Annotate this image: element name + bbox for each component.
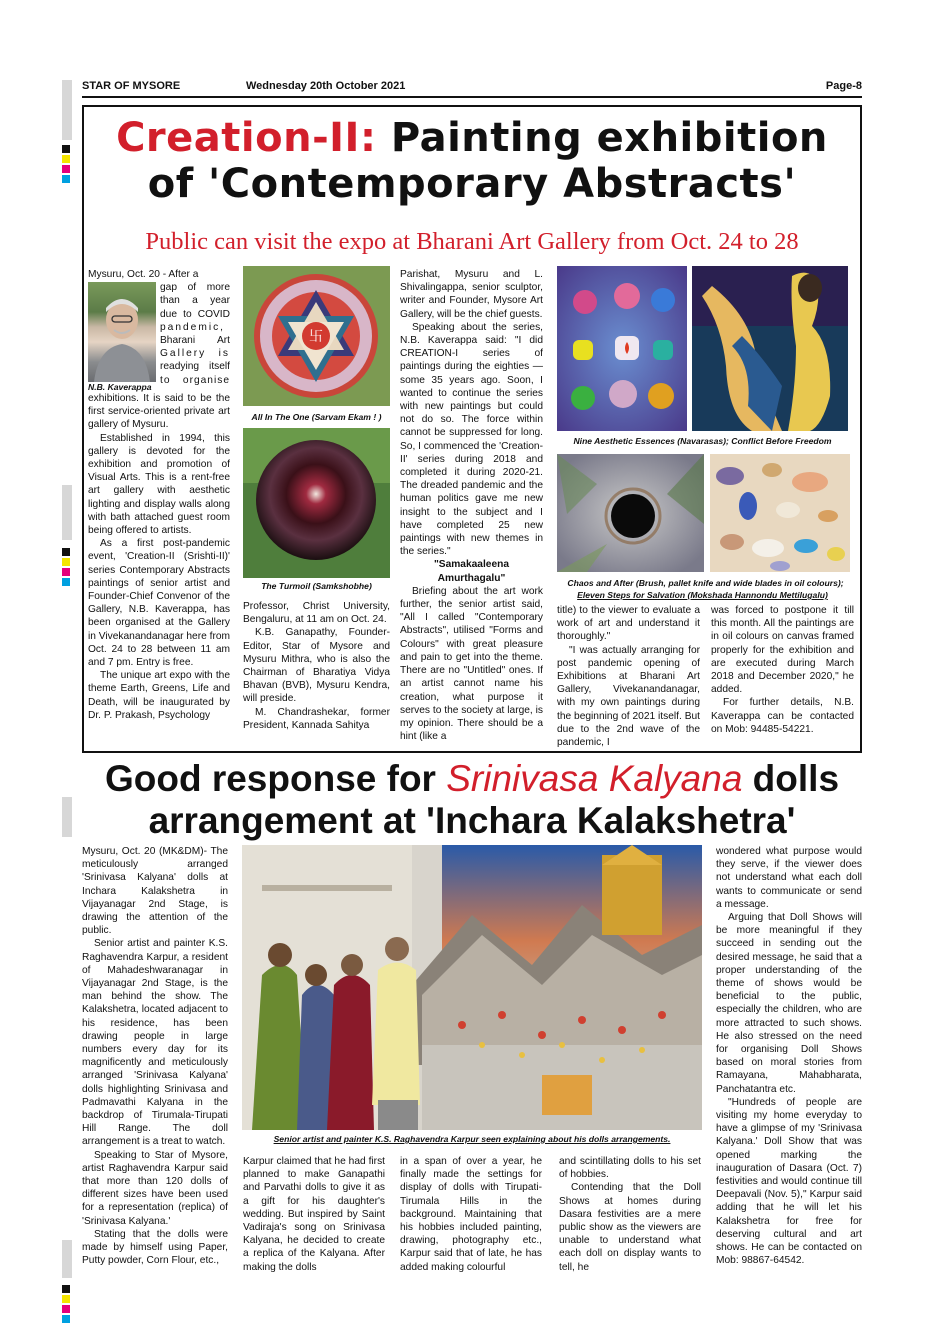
painting-eleven-steps: [710, 454, 850, 572]
a1-col1-line2: than a year: [160, 295, 230, 307]
dolls-photo-art: [242, 845, 702, 1130]
a2-col4: [559, 1155, 701, 1274]
a1-col1-p0: exhibitions. It is said to be the first service-oriented private art gallery of Mysuru.: [88, 393, 230, 431]
registration-mark-magenta-3: [62, 1305, 70, 1313]
painting-chaos-art: [557, 454, 704, 572]
a1-col2-p0: Professor, Christ University, Bengaluru, at 11 am on Oct. 24.: [243, 601, 390, 626]
a1-col2: [243, 600, 390, 732]
a1-col3-p1: Speaking about the series, N.B. Kaverappa said: "I did CREATION-I series of paintings during the eighties — some 35 years ago. Soon, I wanted to continue the series with new paintings but could not do so. The force within cannot be suppressed for long. So, I commenced the 'Creation-II' series during 2018 and completed it during 2020-21. The dreaded pandemic and the human politics gave me new insight to the subject and I have completed 25 new paintings with new themes in the series.": [400, 321, 543, 558]
painting-navarasas: [557, 266, 687, 431]
a1-col4-p1: "I was actually arranging for post pandemic opening of Exhibitions at Bharani Art Gallery, Vivekanandanagar, with my own paintings during the beginning of 2021 itself. But due to the 2nd wave of the pandemic, I: [557, 644, 700, 749]
a2-col5-p1: Arguing that Doll Shows will be more meaningful if they succeed in sending out the desired message, he said that a proper understanding of the theme of shows would be beneficial to the public, especially the children, who are more attracted to such shows. He also stressed on the need for organising Doll Shows based on moral stories from Ramayana, Mahabharata, Panchatantra etc.: [716, 912, 862, 1095]
painting-turmoil: [243, 428, 390, 578]
portrait-photo: [88, 282, 156, 382]
page-number: Page-8: [825, 80, 862, 92]
portrait-caption: N.B. Kaverappa: [88, 382, 152, 392]
headline2-b: dolls: [742, 758, 840, 799]
registration-bar-mid: [62, 485, 72, 540]
registration-mark-black-3: [62, 1285, 70, 1293]
a1-col1-line7: readying itself: [160, 361, 230, 373]
article-2-headline: [82, 758, 862, 842]
painting-mandala: [243, 266, 390, 406]
a1-col1-line3: due to COVID: [160, 308, 230, 320]
registration-bar-low: [62, 797, 72, 837]
a1-col5-p1: For further details, N.B. Kaverappa can be contacted on Mob: 94485-54221.: [711, 697, 854, 735]
headline2-a: Good response for: [104, 758, 447, 799]
article-1-subhead: Public can visit the expo at Bharani Art Gallery from Oct. 24 to 28: [145, 228, 799, 255]
painting-chaos: [557, 454, 704, 572]
a1-col1: [88, 392, 230, 722]
portrait-figure: [88, 282, 156, 382]
registration-mark-yellow-3: [62, 1295, 70, 1303]
registration-mark-magenta: [62, 165, 70, 173]
headline-red: Creation-II:: [116, 115, 377, 161]
registration-mark-yellow-2: [62, 558, 70, 566]
a2-col2: [243, 1155, 385, 1274]
a2-col1-p3: Stating that the dolls were made by himself using Paper, Putty powder, Corn Flour, etc.,: [82, 1228, 228, 1267]
a1-col1-firstline: [88, 268, 230, 281]
a1-col3-p0: Parishat, Mysuru and L. Shivalingappa, senior sculptor, writer and Founder, Mysore Art Gallery, will be the chief guests.: [400, 269, 543, 320]
a1-col1-line4: pandemic,: [160, 321, 226, 333]
a2-col1: [82, 845, 228, 1268]
registration-mark-black: [62, 145, 70, 153]
registration-mark-cyan-3: [62, 1315, 70, 1323]
a1-col4-p0: title) to the viewer to evaluate a work of art and understand it thoroughly.": [557, 605, 700, 643]
registration-mark-black-2: [62, 548, 70, 556]
masthead: [82, 80, 862, 96]
a1-col3-subhead: "Samakaaleena Amurthagalu": [433, 559, 510, 584]
dolls-photo-caption: Senior artist and painter K.S. Raghavendra Karpur seen explaining about his dolls arrangements.: [273, 1134, 671, 1144]
a1-col1-p2: As a first post-pandemic event, 'Creation-II (Srishti-II)' series Contemporary Abstracts paintings of senior artist and Founder-Chief Convenor of the Gallery, N.B. Kaverappa, has been organised at the Gallery in Vivekanandanagar here from Oct. 24 to 28 between 11 am and 7 pm. Entry is free.: [88, 538, 230, 669]
a1-col2-p1: K.B. Ganapathy, Founder-Editor, Star of Mysore and Mysuru Mithra, who is also the Chairman of Bharatiya Vidya Bhavan (BVB), Mysuru Kendra, will preside.: [243, 627, 390, 705]
a1-col1-p3: The unique art expo with the theme Earth, Greens, Life and Death, will be inaugurated by Dr. P. Prakash, Psychology: [88, 670, 230, 721]
a1-col1-line0: Mysuru, Oct. 20 - After a: [88, 269, 199, 280]
a1-col1-wrapped: [160, 281, 230, 387]
a1-col3-p2: Briefing about the art work further, the senior artist said, "All I called "Contemporary Abstracts", utilised "Forms and Colours" with great pleasure and pain to get into the theme. There are no "Untitled" ones. If an artist cannot name his creation, what purpose it serves to the society at large, is my opinion. There should be a hint (like a: [400, 585, 543, 743]
a2-col1-p2: Speaking to Star of Mysore, artist Raghavendra Karpur said that more than 120 dolls of different sizes have been used for a representation (replica) of 'Srinivasa Kalyana.': [82, 1149, 228, 1227]
a1-col5: [711, 604, 854, 736]
registration-bar-bottom: [62, 1240, 72, 1278]
a2-col1-p1: Senior artist and painter K.S. Raghavendra Karpur, a resident of Mahadeshwaranagar in Vijayanagar 2nd Stage, is the man behind the show. The Kalakshetra, located adjacent to his residence, has been drawing people in large numbers every day for its magnificently and meticulously arranged 'Srinivasa Kalyana' dolls highlighting Srinivasa and Padmavathi Kalyana in the backdrop of Tirumala-Tirupati Hill Range. The doll arrangement is a treat to watch.: [82, 938, 228, 1148]
dolls-photo: [242, 845, 702, 1130]
headline-line2: of 'Contemporary Abstracts': [147, 161, 797, 207]
article-1-headline: [82, 115, 862, 207]
painting-eleven-steps-art: [710, 454, 850, 572]
registration-bar-top: [62, 80, 72, 140]
a2-col5-p0: wondered what purpose would they serve, if the viewer does not understand what each doll wants to communicate or send a message.: [716, 846, 862, 910]
a1-col1-line6: Gallery is: [160, 348, 230, 360]
paper-name: STAR OF MYSORE: [82, 80, 181, 92]
a1-col1-line8: to organise: [160, 374, 230, 386]
masthead-rule: [82, 96, 862, 98]
a1-col1-p1: Established in 1994, this gallery is devoted for the exhibition and promotion of Visual Arts. This is a rent-free art gallery with aesthetic lighting and display walls along with bath attached guest room being offered to artists.: [88, 432, 230, 537]
a1-col4: [557, 604, 700, 749]
a2-col3: [400, 1155, 542, 1274]
caption-painting2: The Turmoil (Samkshobhe): [261, 581, 372, 591]
a2-col5-p2: "Hundreds of people are visiting my home everyday to have a glimpse of my 'Srinivasa Kalyana.' Doll Show that was opened marking the inauguration of Dasara (Oct. 7) festivities and would continue till Deepavali (Nov. 5)," Karpur said adding that he will let his Kalakshetra for free for deserving cultural and art shows. He can be contacted on Mob: 98867-64542.: [716, 1096, 862, 1267]
a1-col5-p0: was forced to postpone it till this month. All the paintings are in oil colours on canvas framed properly for the exhibition and are executed during March 2018 and December 2020," he added.: [711, 605, 854, 696]
painting-conflict-art: [692, 266, 848, 431]
issue-date: Wednesday 20th October 2021: [246, 80, 406, 92]
painting-navarasas-art: [557, 266, 687, 431]
registration-mark-cyan: [62, 175, 70, 183]
painting-all-in-one: [243, 266, 390, 406]
a1-col1-line5: Bharani Art: [160, 335, 230, 346]
a2-col2-p0: Karpur claimed that he had first planned to make Ganapathi and Parvathi dolls to give it as a gift for his daughter's wedding. But inspired by Saint Vadiraja's song on Srinivasa Kalyana, he decided to create a replica of the Kalyana. After making the dolls: [243, 1156, 385, 1273]
a2-col4-p0: and scintillating dolls to his set of hobbies.: [559, 1156, 701, 1181]
a2-col1-p0: Mysuru, Oct. 20 (MK&DM)- The meticulously arranged 'Srinivasa Kalyana' dolls at Inchara Kalakshetra in Vijayanagar 2nd Stage, is drawing the attention of the public.: [82, 846, 228, 937]
caption-paintings34: Nine Aesthetic Essences (Navarasas); Conflict Before Freedom: [573, 436, 832, 446]
svg-text:卐: 卐: [309, 329, 323, 345]
a1-col2-p2: M. Chandrashekar, former President, Kannada Sahitya: [243, 706, 390, 731]
registration-mark-yellow: [62, 155, 70, 163]
a2-col3-p0: in a span of over a year, he finally made the settings for display of dolls with Tirupati-Tirumala Hills in the background. Maintaining that his hobbies included painting, drawing, photography etc., Karpur said that of late, he has added making colourful: [400, 1156, 542, 1273]
headline2-line2: arrangement at 'Inchara Kalakshetra': [148, 800, 796, 841]
a1-col3: [400, 268, 543, 743]
caption-paintings56-2: Eleven Steps for Salvation (Mokshada Hannondu Mettilugalu): [577, 590, 828, 600]
headline-rest: Painting exhibition: [376, 115, 828, 161]
a1-col1-line1: gap of more: [160, 282, 230, 294]
caption-paintings56-1: Chaos and After (Brush, pallet knife and wide blades in oil colours);: [567, 578, 844, 588]
a2-col4-p1: Contending that the Doll Shows at homes during Dasara festivities are a mere public show as the viewers are unable to understand what each doll on display wants to tell, he: [559, 1182, 701, 1273]
a2-col5: [716, 845, 862, 1268]
headline2-italic: Srinivasa Kalyana: [446, 758, 743, 799]
caption-painting1: All In The One (Sarvam Ekam ! ): [251, 412, 382, 422]
painting-conflict: [692, 266, 848, 431]
registration-mark-magenta-2: [62, 568, 70, 576]
registration-mark-cyan-2: [62, 578, 70, 586]
painting-turmoil-art: [243, 428, 390, 578]
